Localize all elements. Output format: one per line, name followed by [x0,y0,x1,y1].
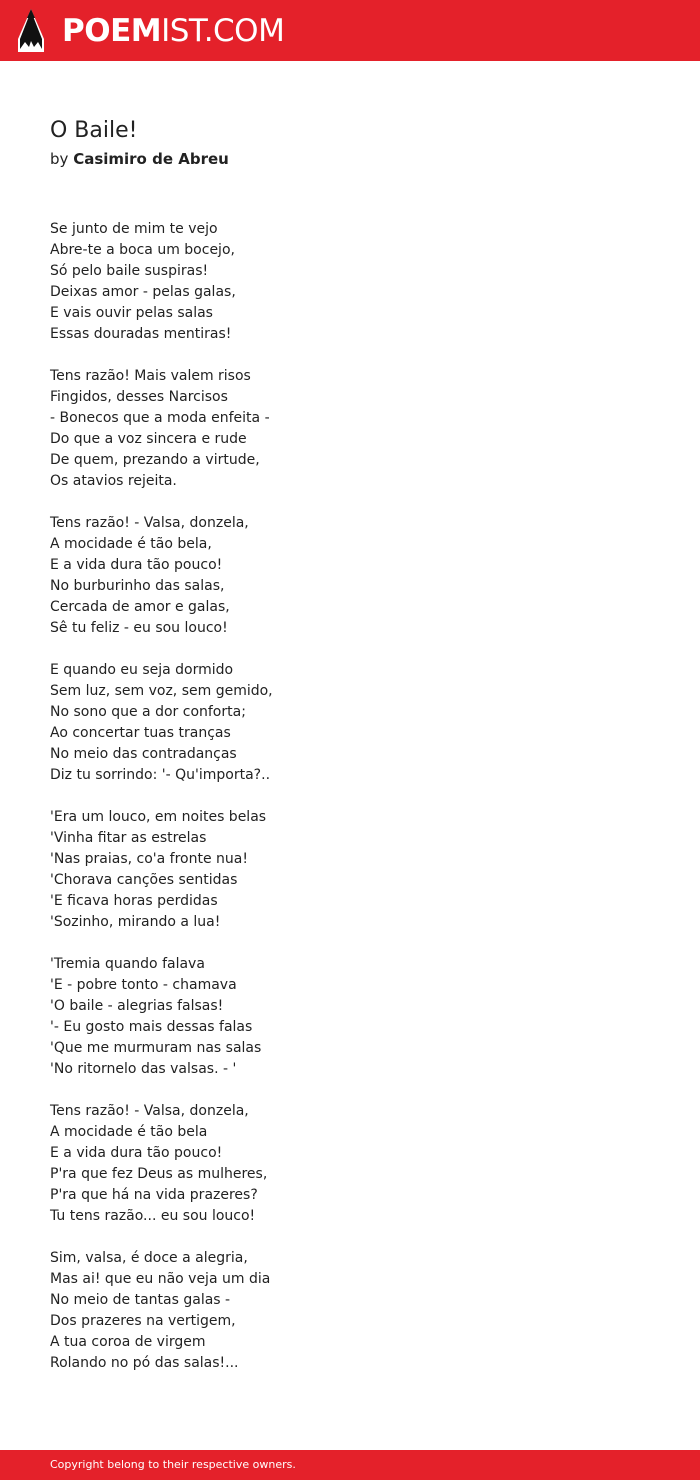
poem-line: No meio de tantas galas - [50,1292,231,1308]
poem-line: Sê tu feliz - eu sou louco! [50,620,228,636]
brand-bold: POEM [62,13,162,49]
poem-line: 'Tremia quando falava [50,956,205,972]
poem-line: 'Nas praias, co'a fronte nua! [50,851,248,867]
poem-line: Os atavios rejeita. [50,473,177,489]
poem-line: Essas douradas mentiras! [50,326,232,342]
poem-line: De quem, prezando a virtude, [50,452,260,468]
poem-line: Tens razão! - Valsa, donzela, [50,515,249,531]
stanza [50,366,650,492]
poem-line: Diz tu sorrindo: '- Qu'importa?.. [50,767,271,783]
poem-line: Se junto de mim te vejo [50,221,218,237]
poem-line: No sono que a dor conforta; [50,704,246,720]
poem-line: Dos prazeres na vertigem, [50,1313,236,1329]
poem-line: E quando eu seja dormido [50,662,234,678]
poem-line: 'Chorava canções sentidas [50,872,238,888]
poem-line: Só pelo baile suspiras! [50,263,209,279]
poem-line: 'Vinha fitar as estrelas [50,830,207,846]
stanza [50,513,650,639]
poem-line: 'Era um louco, em noites belas [50,809,267,825]
poem-line: Rolando no pó das salas!... [50,1355,239,1371]
poem-line: A mocidade é tão bela [50,1124,208,1140]
poem-line: P'ra que fez Deus as mulheres, [50,1166,268,1182]
poem-line: P'ra que há na vida prazeres? [50,1187,258,1203]
poem-line: A tua coroa de virgem [50,1334,206,1350]
site-header [0,0,700,61]
poem-line: E vais ouvir pelas salas [50,305,213,321]
poem-line: Tens razão! - Valsa, donzela, [50,1103,249,1119]
poem-line: Fingidos, desses Narcisos [50,389,228,405]
poem-line: 'E - pobre tonto - chamava [50,977,237,993]
site-footer [0,1450,700,1480]
brand-light: IST.COM [161,13,285,49]
poem-line: 'No ritornelo das valsas. - ' [50,1061,237,1077]
poem-line: Cercada de amor e galas, [50,599,230,615]
poem-line: Mas ai! que eu não veja um dia [50,1271,271,1287]
poem-line: E a vida dura tão pouco! [50,1145,223,1161]
poem-line: E a vida dura tão pouco! [50,557,223,573]
stanza [50,660,650,786]
poem-line: No meio das contradanças [50,746,237,762]
by-label: by [50,150,69,168]
poem-line: 'Que me murmuram nas salas [50,1040,262,1056]
poem-line: Ao concertar tuas tranças [50,725,231,741]
stanza [50,219,650,345]
poem-line: 'O baile - alegrias falsas! [50,998,224,1014]
poem-line: - Bonecos que a moda enfeita - [50,410,270,426]
poem-line: 'Sozinho, mirando a lua! [50,914,221,930]
copyright-text: Copyright belong to their respective owners. [50,1458,296,1471]
poem-line: Tens razão! Mais valem risos [50,368,251,384]
stanza [50,1248,650,1374]
poem-line: Tu tens razão... eu sou louco! [50,1208,256,1224]
poem-line: A mocidade é tão bela, [50,536,212,552]
pencil-tip-icon [17,9,45,52]
poem-line: Abre-te a boca um bocejo, [50,242,235,258]
poem-line: Sim, valsa, é doce a alegria, [50,1250,248,1266]
poem-line: Sem luz, sem voz, sem gemido, [50,683,273,699]
site-logo-text [62,11,284,51]
poem-line: 'E ficava horas perdidas [50,893,218,909]
author-link[interactable]: Casimiro de Abreu [73,150,229,168]
poem-line: Deixas amor - pelas galas, [50,284,236,300]
poem-line: '- Eu gosto mais dessas falas [50,1019,253,1035]
poem-line: Do que a voz sincera e rude [50,431,247,447]
stanza [50,954,650,1080]
poem-body [50,219,650,1395]
poem-line: No burburinho das salas, [50,578,225,594]
stanza [50,807,650,933]
stanza [50,1101,650,1227]
poem-title: O Baile! [50,118,138,143]
byline [50,148,229,170]
